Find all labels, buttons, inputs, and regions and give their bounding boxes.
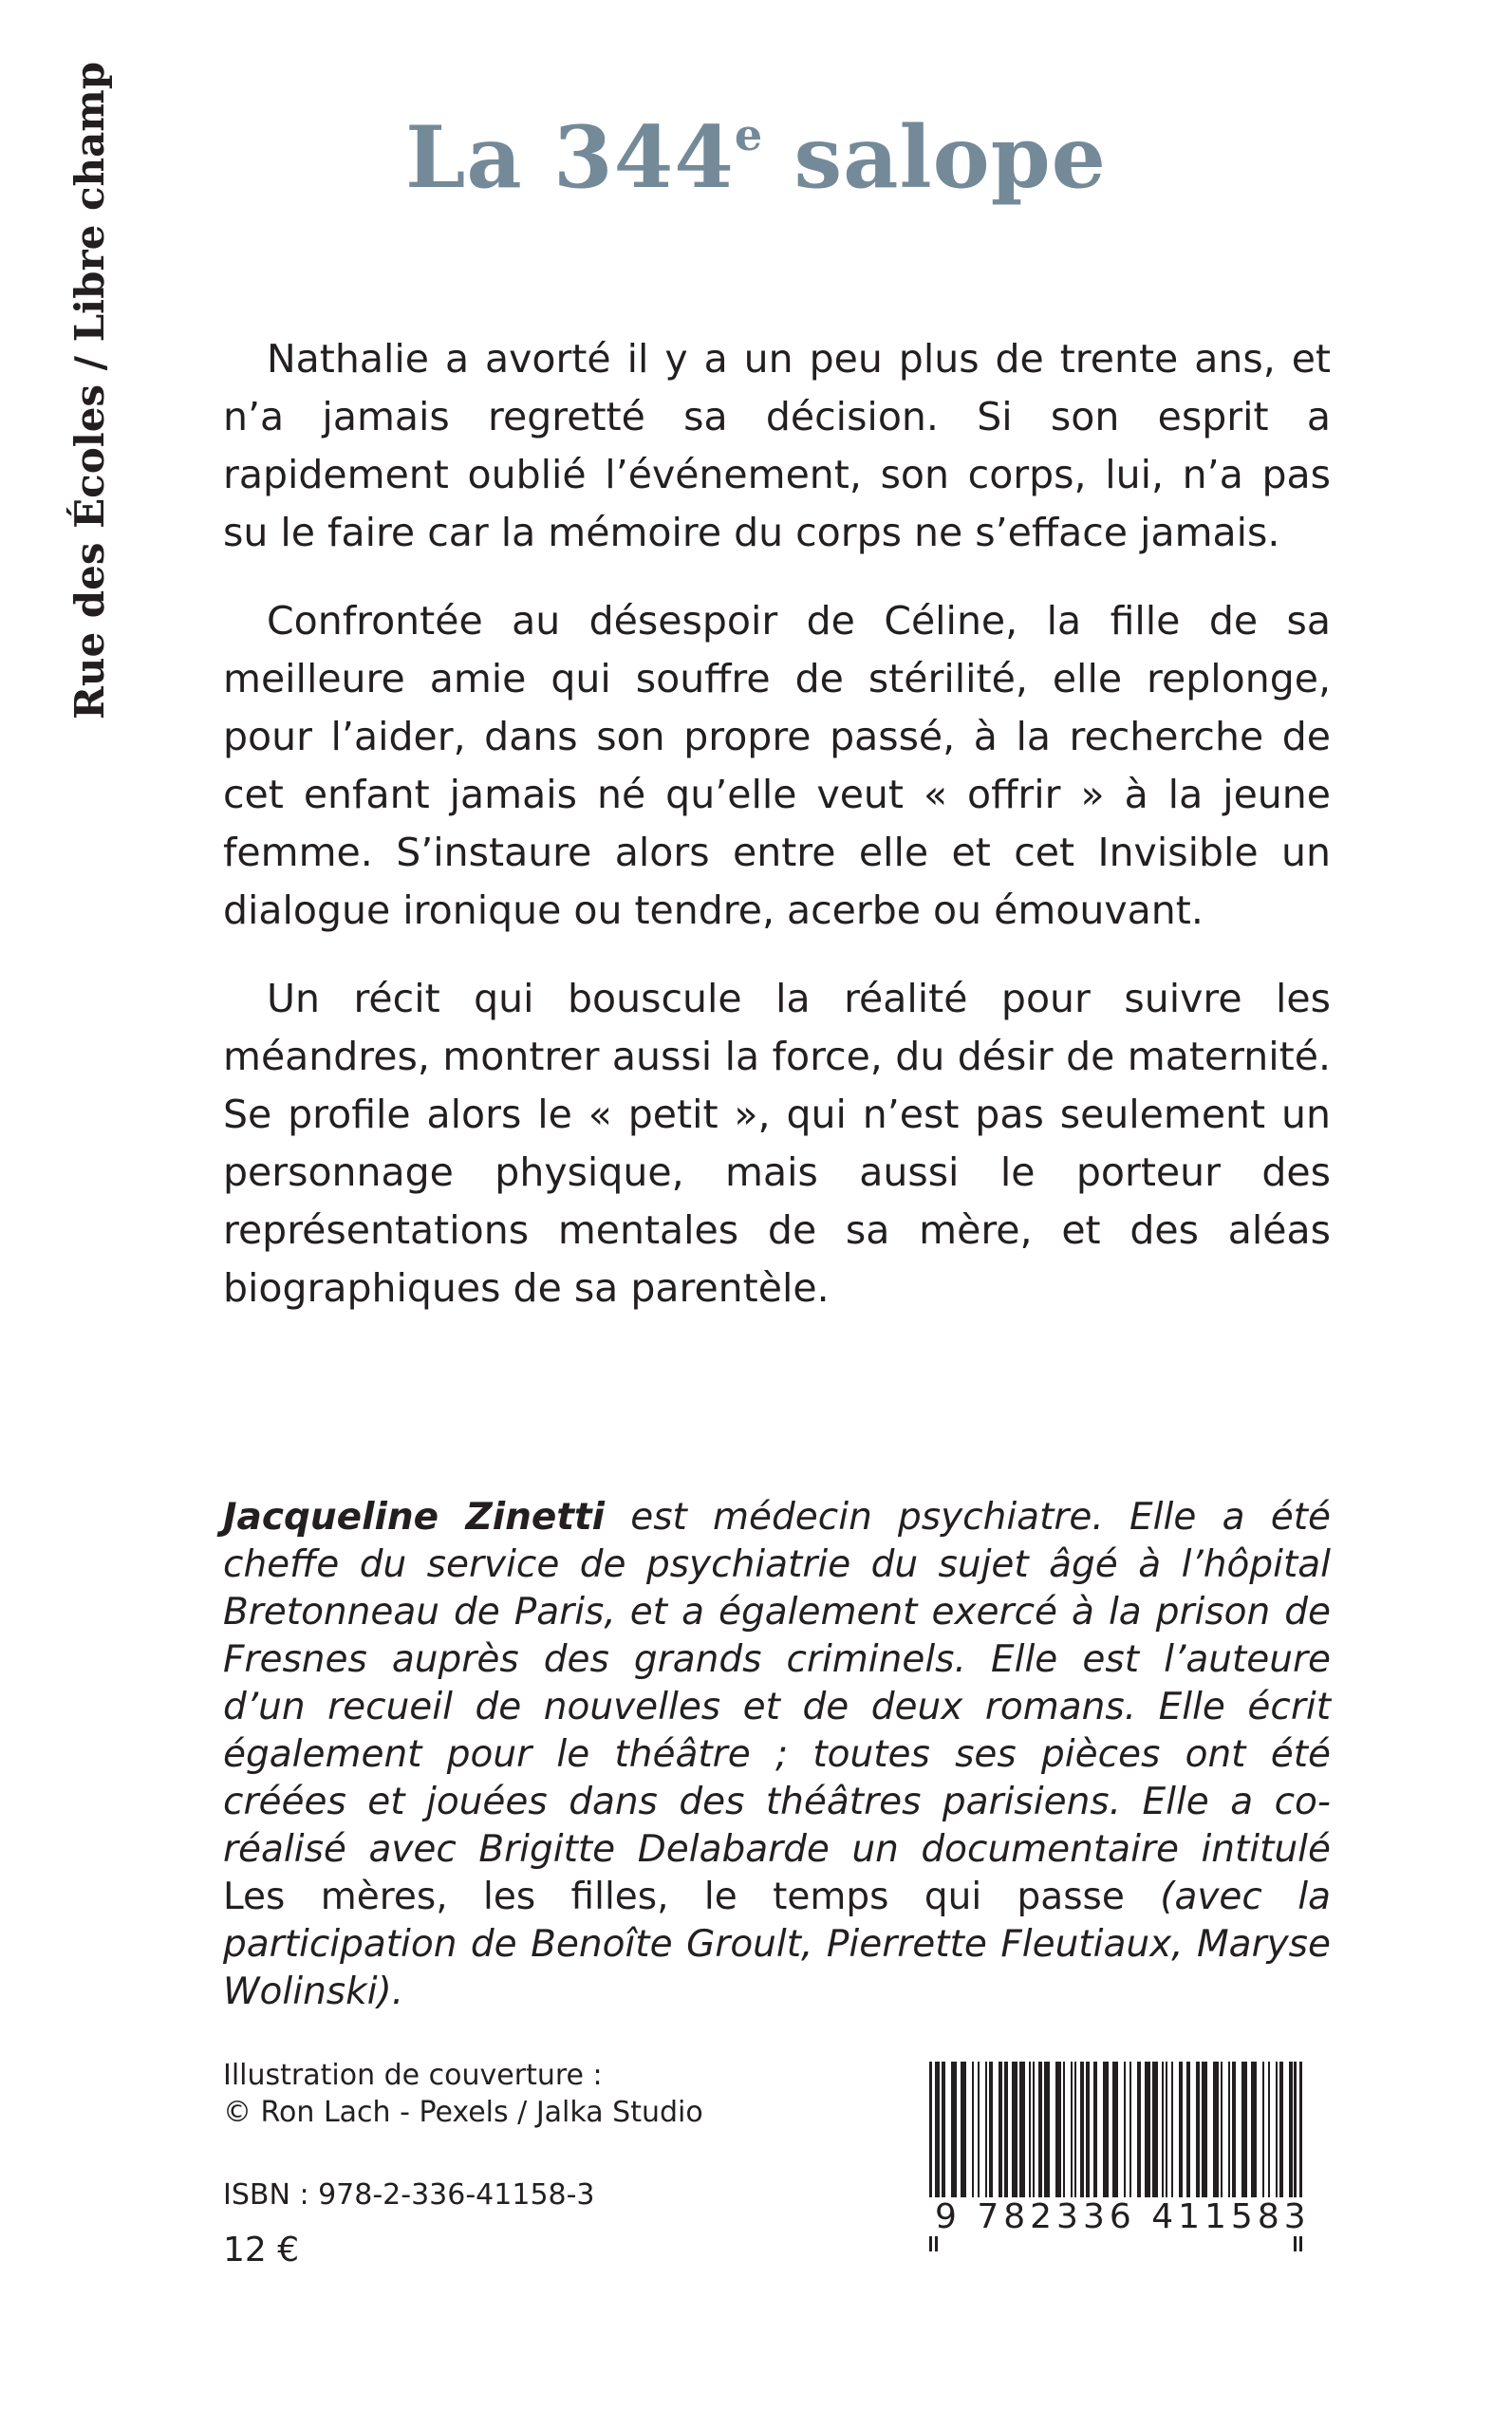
synopsis-paragraph: Nathalie a avorté il y a un peu plus de trente ans, et n’a jamais regretté sa décision. Si son esprit a rapidement oublié l’événement, son corps, lui, n’a pas su le faire car la mémoire du corps ne s’efface jamais.	[223, 336, 1331, 555]
barcode-bar	[1012, 2062, 1017, 2213]
author-name: Jacqueline Zinetti	[223, 1496, 605, 1539]
barcode-bar	[1221, 2062, 1223, 2213]
barcode-bar	[1251, 2062, 1257, 2213]
barcode-bar	[1162, 2062, 1164, 2213]
spine-text: Rue des Écoles / Libre champ	[66, 61, 113, 719]
barcode-bar	[1103, 2062, 1109, 2213]
barcode-bar	[1129, 2062, 1131, 2213]
barcode-digits: 9 782336 411583	[925, 2197, 1305, 2236]
barcode-bar	[1071, 2062, 1073, 2213]
bio-text-end: (avec la participation de Benoîte Groult, Pierrette Fleutiaux, Maryse Wolinski).	[223, 1876, 1331, 2013]
author-bio	[223, 1494, 1331, 2016]
barcode-bar	[1038, 2062, 1042, 2213]
barcode-bar	[972, 2062, 974, 2213]
credits-line: Illustration de couverture :	[223, 2059, 603, 2092]
cover-credits	[223, 2057, 703, 2131]
barcode-bar	[1055, 2062, 1061, 2213]
barcode-bar	[1262, 2062, 1264, 2213]
barcode-bar	[942, 2062, 945, 2213]
barcode-bar	[1029, 2062, 1031, 2213]
book-title	[0, 90, 1512, 210]
credits-line: © Ron Lach - Pexels / Jalka Studio	[223, 2096, 703, 2129]
barcode-bar	[985, 2062, 987, 2213]
barcode-bar	[1228, 2062, 1230, 2213]
synopsis-paragraph: Un récit qui bouscule la réalité pour suivre les méandres, montrer aussi la force, du désir de maternité. Se profile alors le « petit », qui n’est pas seulement un personnage physique, mais aussi le porteur des représentations mentales de sa mère, et des aléas biographiques de sa parentèle.	[223, 976, 1331, 1311]
barcode-bar	[1112, 2062, 1118, 2213]
barcode-bar	[1268, 2062, 1270, 2213]
barcode-bar	[1171, 2062, 1173, 2213]
barcode-bar	[961, 2062, 966, 2213]
barcode-bar	[938, 2062, 940, 2213]
barcode-bar	[1093, 2062, 1097, 2213]
barcode-bar	[951, 2062, 957, 2213]
barcode-bar	[1196, 2062, 1200, 2213]
barcode-bar	[978, 2062, 980, 2213]
barcode-bar	[1241, 2062, 1247, 2213]
barcode-bar	[1080, 2062, 1084, 2213]
barcode-bar	[1152, 2062, 1158, 2213]
barcode-bar	[1166, 2062, 1167, 2213]
title-main: La 344	[405, 107, 735, 208]
bio-text: est médecin psychiatre. Elle a été cheffe du service de psychiatrie du sujet âgé à l’hôpital Bretonneau de Paris, et a également exercé à la prison de Fresnes auprès des grands criminels. Elle est l’auteure d’un recueil de nouvelles et de deux romans. Elle écrit également pour le théâtre ; toutes ses pièces ont été créées et jouées dans des théâtres parisiens. Elle a co-réalisé avec Brigitte Delabarde un documentaire intitulé	[223, 1496, 1331, 1871]
synopsis	[223, 330, 1331, 1348]
barcode-bar	[1179, 2062, 1183, 2213]
isbn: ISBN : 978-2-336-41158-3	[223, 2178, 595, 2212]
barcode-bar	[1033, 2062, 1035, 2213]
barcode-bar	[989, 2062, 993, 2213]
barcode-bar	[1276, 2062, 1278, 2213]
barcode-bar	[1086, 2062, 1090, 2213]
barcode-bar	[999, 2062, 1002, 2213]
barcode-bar	[1074, 2062, 1076, 2213]
barcode-bar	[1019, 2062, 1025, 2213]
barcode-bar	[1004, 2062, 1008, 2213]
title-superscript: e	[734, 109, 764, 160]
barcode-bar	[1279, 2062, 1283, 2213]
barcode-bar	[1202, 2062, 1207, 2213]
synopsis-paragraph: Confrontée au désespoir de Céline, la fille de sa meilleure amie qui souffre de stérilité, elle replonge, pour l’aider, dans son propre passé, à la recherche de cet enfant jamais né qu’elle veut « offrir » à la jeune femme. S’instaure alors entre elle et cet Invisible un dialogue ironique ou tendre, acerbe ou émouvant.	[223, 598, 1331, 933]
barcode-bar	[1044, 2062, 1050, 2213]
barcode-bar	[1289, 2062, 1293, 2213]
barcode-bar	[1124, 2062, 1126, 2213]
barcode-bar	[1145, 2062, 1150, 2213]
barcode-bar	[1213, 2062, 1219, 2213]
price: 12 €	[223, 2231, 300, 2269]
film-title: Les mères, les filles, le temps qui passe	[223, 1876, 1125, 1918]
barcode-bar	[1137, 2062, 1141, 2213]
title-rest: salope	[763, 107, 1107, 208]
barcode-bar	[1063, 2062, 1065, 2213]
barcode-bar	[1186, 2062, 1190, 2213]
barcode-bar	[1232, 2062, 1236, 2213]
